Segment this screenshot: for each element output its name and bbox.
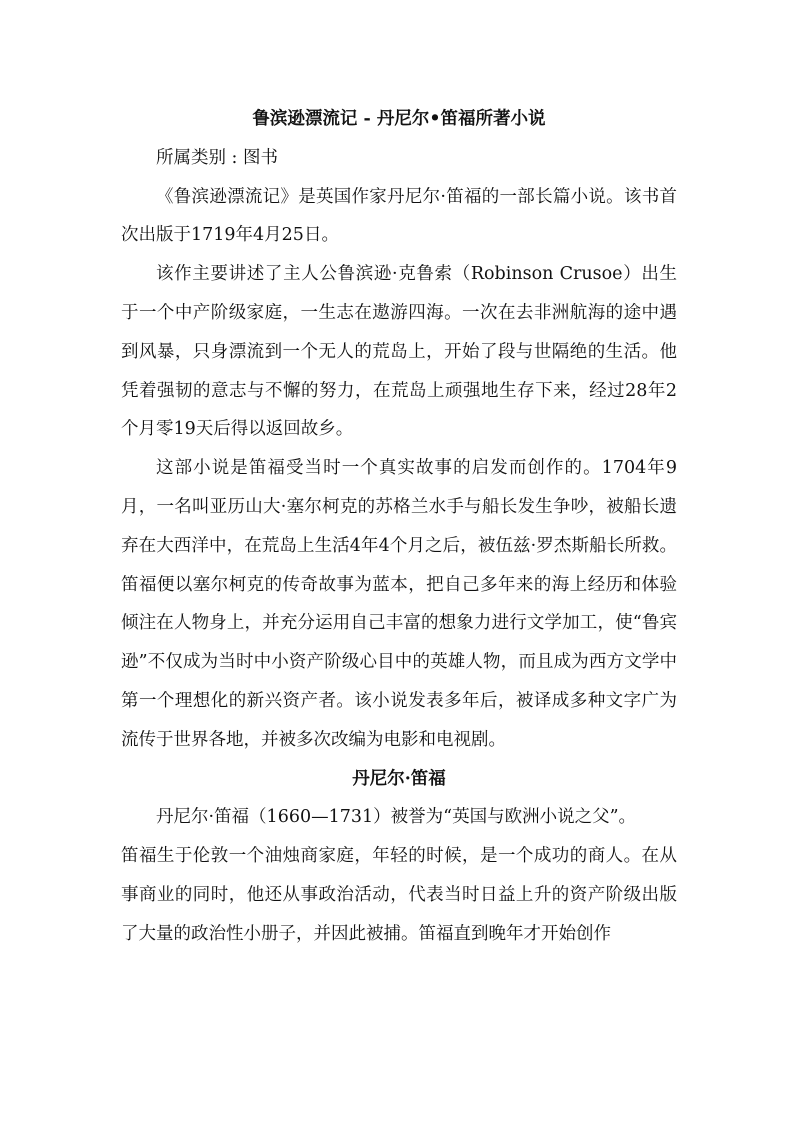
- document-body: [121, 100, 677, 954]
- plot-paragraph: 该作主要讲述了主人公鲁滨逊·克鲁索（Robinson Crusoe）出生于一个中产阶级家庭，一生志在遨游四海。一次在去非洲航海的途中遇到风暴，只身漂流到一个无人的荒岛上，开始了段与世隔绝的生活。他凭着强韧的意志与不懈的努力，在荒岛上顽强地生存下来，经过28年2个月零19天后得以返回故乡。: [121, 264, 677, 440]
- intro-paragraph: 《鲁滨逊漂流记》是英国作家丹尼尔·笛福的一部长篇小说。该书首次出版于1719年4月25日。: [121, 186, 677, 246]
- author-bio-paragraph: 笛福生于伦敦一个油烛商家庭，年轻的时候，是一个成功的商人。在从事商业的同时，他还从事政治活动，代表当时日益上升的资产阶级出版了大量的政治性小册子，并因此被捕。笛福直到晚年才开始创作: [121, 846, 677, 944]
- document-title: 鲁滨逊漂流记 - 丹尼尔•笛福所著小说: [252, 109, 546, 129]
- category-line: 所属类别 : 图书: [156, 147, 279, 168]
- author-section-heading: 丹尼尔·笛福: [352, 768, 446, 789]
- author-intro-paragraph: 丹尼尔·笛福（1660—1731）被誉为“英国与欧洲小说之父”。: [156, 807, 637, 828]
- background-paragraph: 这部小说是笛福受当时一个真实故事的启发而创作的。1704年9月，一名叫亚历山大·塞尔柯克的苏格兰水手与船长发生争吵，被船长遗弃在大西洋中，在荒岛上生活4年4个月之后，被伍兹·罗杰斯船长所救。笛福便以塞尔柯克的传奇故事为蓝本，把自己多年来的海上经历和体验倾注在人物身上，并充分运用自己丰富的想象力进行文学加工，使“鲁宾逊”不仅成为当时中小资产阶级心目中的英雄人物，而且成为西方文学中第一个理想化的新兴资产者。该小说发表多年后，被译成多种文字广为流传于世界各地，并被多次改编为电影和电视剧。: [121, 458, 677, 750]
